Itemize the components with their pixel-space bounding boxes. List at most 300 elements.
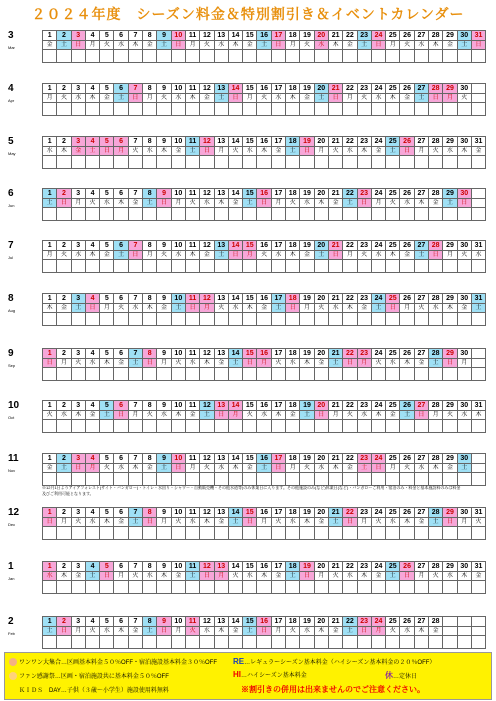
- day-number[interactable]: 5: [100, 508, 114, 518]
- day-number[interactable]: 23: [357, 84, 371, 94]
- day-number[interactable]: 29: [443, 454, 457, 464]
- day-number[interactable]: 11: [185, 349, 199, 359]
- day-number[interactable]: 12: [200, 617, 214, 627]
- day-number[interactable]: 18: [286, 294, 300, 304]
- day-number[interactable]: 7: [128, 401, 142, 411]
- day-number[interactable]: 24: [371, 31, 385, 41]
- day-number[interactable]: 5: [100, 31, 114, 41]
- day-number[interactable]: 16: [257, 294, 271, 304]
- day-number[interactable]: 3: [71, 508, 85, 518]
- day-number[interactable]: 26: [400, 454, 414, 464]
- day-number[interactable]: 10: [171, 189, 185, 199]
- day-number[interactable]: 19: [300, 137, 314, 147]
- day-number[interactable]: 30: [457, 562, 471, 572]
- day-number[interactable]: 10: [171, 617, 185, 627]
- day-number[interactable]: 7: [128, 508, 142, 518]
- day-number[interactable]: 16: [257, 508, 271, 518]
- day-number[interactable]: 6: [114, 617, 128, 627]
- day-number[interactable]: 20: [314, 294, 328, 304]
- day-number[interactable]: 26: [400, 137, 414, 147]
- day-number[interactable]: 23: [357, 189, 371, 199]
- day-number[interactable]: 14: [228, 508, 242, 518]
- day-number[interactable]: 27: [414, 294, 428, 304]
- day-number[interactable]: 18: [286, 617, 300, 627]
- day-number[interactable]: 4: [85, 84, 99, 94]
- day-number[interactable]: 23: [357, 562, 371, 572]
- day-number[interactable]: 28: [429, 294, 443, 304]
- day-number[interactable]: 6: [114, 84, 128, 94]
- day-number[interactable]: 3: [71, 84, 85, 94]
- day-number[interactable]: 27: [414, 241, 428, 251]
- day-number[interactable]: 2: [57, 617, 71, 627]
- day-number[interactable]: 12: [200, 562, 214, 572]
- day-number[interactable]: 20: [314, 562, 328, 572]
- day-number[interactable]: 17: [271, 562, 285, 572]
- day-number[interactable]: 26: [400, 401, 414, 411]
- day-number[interactable]: 15: [243, 241, 257, 251]
- day-number[interactable]: 30: [457, 31, 471, 41]
- day-number[interactable]: 6: [114, 294, 128, 304]
- day-number[interactable]: 2: [57, 294, 71, 304]
- day-number[interactable]: 26: [400, 31, 414, 41]
- day-number[interactable]: 14: [228, 617, 242, 627]
- day-number[interactable]: 13: [214, 508, 228, 518]
- day-number[interactable]: 15: [243, 401, 257, 411]
- day-number[interactable]: 9: [157, 508, 171, 518]
- day-number[interactable]: 17: [271, 294, 285, 304]
- day-number[interactable]: 22: [343, 349, 357, 359]
- day-number[interactable]: 9: [157, 137, 171, 147]
- day-number[interactable]: 8: [143, 84, 157, 94]
- day-number[interactable]: 13: [214, 84, 228, 94]
- day-number[interactable]: 5: [100, 294, 114, 304]
- day-number[interactable]: 5: [100, 137, 114, 147]
- day-number[interactable]: 20: [314, 31, 328, 41]
- day-number[interactable]: 4: [85, 508, 99, 518]
- day-number[interactable]: 23: [357, 349, 371, 359]
- day-number[interactable]: 15: [243, 508, 257, 518]
- day-number[interactable]: 7: [128, 454, 142, 464]
- day-number[interactable]: 18: [286, 137, 300, 147]
- day-number[interactable]: 12: [200, 454, 214, 464]
- day-number[interactable]: 28: [429, 84, 443, 94]
- day-number[interactable]: 25: [386, 349, 400, 359]
- day-number[interactable]: 27: [414, 349, 428, 359]
- day-number[interactable]: 26: [400, 241, 414, 251]
- day-number[interactable]: 22: [343, 562, 357, 572]
- day-number[interactable]: 11: [185, 401, 199, 411]
- day-number[interactable]: 14: [228, 401, 242, 411]
- day-number[interactable]: 25: [386, 617, 400, 627]
- day-number[interactable]: 18: [286, 241, 300, 251]
- day-number[interactable]: 9: [157, 189, 171, 199]
- day-number[interactable]: 14: [228, 454, 242, 464]
- day-number[interactable]: 21: [328, 562, 342, 572]
- day-number[interactable]: 14: [228, 84, 242, 94]
- day-number[interactable]: 29: [443, 294, 457, 304]
- day-number[interactable]: 16: [257, 617, 271, 627]
- day-number[interactable]: 21: [328, 401, 342, 411]
- day-number[interactable]: 10: [171, 84, 185, 94]
- day-number[interactable]: 1: [43, 401, 57, 411]
- day-number[interactable]: 21: [328, 508, 342, 518]
- day-number[interactable]: 21: [328, 241, 342, 251]
- day-number[interactable]: 9: [157, 454, 171, 464]
- day-number[interactable]: 30: [457, 401, 471, 411]
- day-number[interactable]: 3: [71, 562, 85, 572]
- day-number[interactable]: 20: [314, 508, 328, 518]
- day-number[interactable]: 9: [157, 349, 171, 359]
- day-number[interactable]: 18: [286, 84, 300, 94]
- day-number[interactable]: 7: [128, 562, 142, 572]
- day-number[interactable]: 26: [400, 508, 414, 518]
- day-number[interactable]: 21: [328, 294, 342, 304]
- day-number[interactable]: 3: [71, 189, 85, 199]
- day-number[interactable]: 2: [57, 508, 71, 518]
- day-number[interactable]: 14: [228, 241, 242, 251]
- day-number[interactable]: 22: [343, 31, 357, 41]
- day-number[interactable]: 15: [243, 349, 257, 359]
- day-number[interactable]: 17: [271, 508, 285, 518]
- day-number[interactable]: 16: [257, 454, 271, 464]
- day-number[interactable]: 26: [400, 617, 414, 627]
- day-number[interactable]: 10: [171, 294, 185, 304]
- day-number[interactable]: 1: [43, 189, 57, 199]
- day-number[interactable]: 26: [400, 562, 414, 572]
- day-number[interactable]: 25: [386, 241, 400, 251]
- day-number[interactable]: 12: [200, 241, 214, 251]
- day-number[interactable]: 29: [443, 562, 457, 572]
- day-number[interactable]: 20: [314, 401, 328, 411]
- day-number[interactable]: 23: [357, 137, 371, 147]
- day-number[interactable]: 1: [43, 349, 57, 359]
- day-number[interactable]: 10: [171, 241, 185, 251]
- day-number[interactable]: 4: [85, 137, 99, 147]
- day-number[interactable]: 13: [214, 349, 228, 359]
- day-number[interactable]: 15: [243, 454, 257, 464]
- day-number[interactable]: 19: [300, 401, 314, 411]
- day-number[interactable]: 8: [143, 349, 157, 359]
- day-number[interactable]: 24: [371, 241, 385, 251]
- day-number[interactable]: 31: [471, 401, 485, 411]
- day-number[interactable]: 29: [443, 31, 457, 41]
- day-number[interactable]: 21: [328, 454, 342, 464]
- day-number[interactable]: 25: [386, 294, 400, 304]
- day-number[interactable]: 13: [214, 562, 228, 572]
- day-number[interactable]: 23: [357, 401, 371, 411]
- day-number[interactable]: 7: [128, 137, 142, 147]
- day-number[interactable]: 27: [414, 189, 428, 199]
- day-number[interactable]: 10: [171, 562, 185, 572]
- day-number[interactable]: 23: [357, 454, 371, 464]
- day-number[interactable]: 15: [243, 189, 257, 199]
- day-number[interactable]: 1: [43, 617, 57, 627]
- day-number[interactable]: 22: [343, 294, 357, 304]
- day-number[interactable]: 15: [243, 31, 257, 41]
- day-number[interactable]: 27: [414, 562, 428, 572]
- day-number[interactable]: 25: [386, 508, 400, 518]
- day-number[interactable]: 30: [457, 294, 471, 304]
- day-number[interactable]: 29: [443, 84, 457, 94]
- day-number[interactable]: 14: [228, 137, 242, 147]
- day-number[interactable]: 25: [386, 401, 400, 411]
- day-number[interactable]: 22: [343, 189, 357, 199]
- day-number[interactable]: 30: [457, 137, 471, 147]
- day-number[interactable]: 18: [286, 508, 300, 518]
- day-number[interactable]: 27: [414, 401, 428, 411]
- day-number[interactable]: 19: [300, 508, 314, 518]
- day-number[interactable]: 5: [100, 617, 114, 627]
- day-number[interactable]: 14: [228, 189, 242, 199]
- day-number[interactable]: 12: [200, 84, 214, 94]
- day-number[interactable]: 18: [286, 401, 300, 411]
- day-number[interactable]: 24: [371, 562, 385, 572]
- day-number[interactable]: 24: [371, 454, 385, 464]
- day-number[interactable]: 4: [85, 349, 99, 359]
- day-number[interactable]: 8: [143, 562, 157, 572]
- day-number[interactable]: 27: [414, 137, 428, 147]
- day-number[interactable]: 1: [43, 137, 57, 147]
- day-number[interactable]: 21: [328, 349, 342, 359]
- day-number[interactable]: 10: [171, 401, 185, 411]
- day-number[interactable]: 2: [57, 189, 71, 199]
- day-number[interactable]: 13: [214, 241, 228, 251]
- day-number[interactable]: 23: [357, 617, 371, 627]
- day-number[interactable]: 17: [271, 84, 285, 94]
- day-number[interactable]: 21: [328, 189, 342, 199]
- day-number[interactable]: 24: [371, 294, 385, 304]
- day-number[interactable]: 5: [100, 349, 114, 359]
- day-number[interactable]: 2: [57, 401, 71, 411]
- day-number[interactable]: 28: [429, 508, 443, 518]
- day-number[interactable]: 6: [114, 189, 128, 199]
- day-number[interactable]: 19: [300, 189, 314, 199]
- day-number[interactable]: 4: [85, 241, 99, 251]
- day-number[interactable]: 10: [171, 137, 185, 147]
- day-number[interactable]: 8: [143, 617, 157, 627]
- day-number[interactable]: 1: [43, 508, 57, 518]
- day-number[interactable]: 13: [214, 294, 228, 304]
- day-number[interactable]: 9: [157, 401, 171, 411]
- day-number[interactable]: 3: [71, 137, 85, 147]
- day-number[interactable]: 30: [457, 189, 471, 199]
- day-number[interactable]: 25: [386, 562, 400, 572]
- day-number[interactable]: 10: [171, 349, 185, 359]
- day-number[interactable]: 11: [185, 189, 199, 199]
- day-number[interactable]: 28: [429, 137, 443, 147]
- day-number[interactable]: 17: [271, 401, 285, 411]
- day-number[interactable]: 17: [271, 137, 285, 147]
- day-number[interactable]: 6: [114, 31, 128, 41]
- day-number[interactable]: 24: [371, 401, 385, 411]
- day-number[interactable]: 29: [443, 349, 457, 359]
- day-number[interactable]: 9: [157, 294, 171, 304]
- day-number[interactable]: 7: [128, 294, 142, 304]
- day-number[interactable]: 7: [128, 617, 142, 627]
- day-number[interactable]: 13: [214, 189, 228, 199]
- day-number[interactable]: 11: [185, 137, 199, 147]
- day-number[interactable]: 20: [314, 454, 328, 464]
- day-number[interactable]: 3: [71, 349, 85, 359]
- day-number[interactable]: 19: [300, 454, 314, 464]
- day-number[interactable]: 1: [43, 294, 57, 304]
- day-number[interactable]: 11: [185, 617, 199, 627]
- day-number[interactable]: 28: [429, 617, 443, 627]
- day-number[interactable]: 1: [43, 84, 57, 94]
- day-number[interactable]: 30: [457, 241, 471, 251]
- day-number[interactable]: 25: [386, 189, 400, 199]
- day-number[interactable]: 1: [43, 31, 57, 41]
- day-number[interactable]: 9: [157, 31, 171, 41]
- day-number[interactable]: 23: [357, 31, 371, 41]
- day-number[interactable]: 31: [471, 137, 485, 147]
- day-number[interactable]: 12: [200, 189, 214, 199]
- day-number[interactable]: 24: [371, 189, 385, 199]
- day-number[interactable]: 11: [185, 31, 199, 41]
- day-number[interactable]: 22: [343, 401, 357, 411]
- day-number[interactable]: 6: [114, 562, 128, 572]
- day-number[interactable]: 14: [228, 31, 242, 41]
- day-number[interactable]: 30: [457, 454, 471, 464]
- day-number[interactable]: 25: [386, 454, 400, 464]
- day-number[interactable]: 9: [157, 562, 171, 572]
- day-number[interactable]: 12: [200, 349, 214, 359]
- day-number[interactable]: 28: [429, 189, 443, 199]
- day-number[interactable]: 7: [128, 349, 142, 359]
- day-number[interactable]: 24: [371, 617, 385, 627]
- day-number[interactable]: 24: [371, 137, 385, 147]
- day-number[interactable]: 16: [257, 401, 271, 411]
- day-number[interactable]: 7: [128, 31, 142, 41]
- day-number[interactable]: 30: [457, 508, 471, 518]
- day-number[interactable]: 16: [257, 189, 271, 199]
- day-number[interactable]: 8: [143, 137, 157, 147]
- day-number[interactable]: 3: [71, 241, 85, 251]
- day-number[interactable]: 26: [400, 294, 414, 304]
- day-number[interactable]: 25: [386, 84, 400, 94]
- day-number[interactable]: 12: [200, 508, 214, 518]
- day-number[interactable]: 23: [357, 508, 371, 518]
- day-number[interactable]: 4: [85, 617, 99, 627]
- day-number[interactable]: 20: [314, 137, 328, 147]
- day-number[interactable]: 26: [400, 189, 414, 199]
- day-number[interactable]: 22: [343, 508, 357, 518]
- day-number[interactable]: 7: [128, 189, 142, 199]
- day-number[interactable]: 4: [85, 562, 99, 572]
- day-number[interactable]: 7: [128, 84, 142, 94]
- day-number[interactable]: 17: [271, 454, 285, 464]
- day-number[interactable]: 4: [85, 454, 99, 464]
- day-number[interactable]: 26: [400, 84, 414, 94]
- day-number[interactable]: 10: [171, 508, 185, 518]
- day-number[interactable]: 25: [386, 31, 400, 41]
- day-number[interactable]: 29: [443, 137, 457, 147]
- day-number[interactable]: 2: [57, 137, 71, 147]
- day-number[interactable]: 22: [343, 84, 357, 94]
- day-number[interactable]: 19: [300, 241, 314, 251]
- day-number[interactable]: 2: [57, 241, 71, 251]
- day-number[interactable]: 5: [100, 454, 114, 464]
- day-number[interactable]: 19: [300, 617, 314, 627]
- day-number[interactable]: 11: [185, 454, 199, 464]
- day-number[interactable]: 22: [343, 617, 357, 627]
- day-number[interactable]: 15: [243, 562, 257, 572]
- day-number[interactable]: 1: [43, 562, 57, 572]
- day-number[interactable]: 15: [243, 84, 257, 94]
- day-number[interactable]: 24: [371, 508, 385, 518]
- day-number[interactable]: 30: [457, 84, 471, 94]
- day-number[interactable]: 2: [57, 454, 71, 464]
- day-number[interactable]: 5: [100, 189, 114, 199]
- day-number[interactable]: 8: [143, 189, 157, 199]
- day-number[interactable]: 27: [414, 31, 428, 41]
- day-number[interactable]: 6: [114, 349, 128, 359]
- day-number[interactable]: 18: [286, 454, 300, 464]
- day-number[interactable]: 17: [271, 189, 285, 199]
- day-number[interactable]: 16: [257, 562, 271, 572]
- day-number[interactable]: 19: [300, 562, 314, 572]
- day-number[interactable]: 2: [57, 349, 71, 359]
- day-number[interactable]: 10: [171, 454, 185, 464]
- day-number[interactable]: 28: [429, 562, 443, 572]
- day-number[interactable]: 21: [328, 137, 342, 147]
- day-number[interactable]: 8: [143, 31, 157, 41]
- day-number[interactable]: 12: [200, 401, 214, 411]
- day-number[interactable]: 3: [71, 294, 85, 304]
- day-number[interactable]: 6: [114, 454, 128, 464]
- day-number[interactable]: 16: [257, 137, 271, 147]
- day-number[interactable]: 21: [328, 84, 342, 94]
- day-number[interactable]: 16: [257, 349, 271, 359]
- day-number[interactable]: 28: [429, 349, 443, 359]
- day-number[interactable]: 20: [314, 189, 328, 199]
- day-number[interactable]: 31: [471, 31, 485, 41]
- day-number[interactable]: 4: [85, 31, 99, 41]
- day-number[interactable]: 11: [185, 562, 199, 572]
- day-number[interactable]: 17: [271, 617, 285, 627]
- day-number[interactable]: 8: [143, 508, 157, 518]
- day-number[interactable]: 23: [357, 241, 371, 251]
- day-number[interactable]: 22: [343, 137, 357, 147]
- day-number[interactable]: 31: [471, 562, 485, 572]
- day-number[interactable]: 8: [143, 294, 157, 304]
- day-number[interactable]: 6: [114, 508, 128, 518]
- day-number[interactable]: 29: [443, 401, 457, 411]
- day-number[interactable]: 13: [214, 454, 228, 464]
- day-number[interactable]: 16: [257, 31, 271, 41]
- day-number[interactable]: 31: [471, 294, 485, 304]
- day-number[interactable]: 11: [185, 84, 199, 94]
- day-number[interactable]: 27: [414, 617, 428, 627]
- day-number[interactable]: 24: [371, 349, 385, 359]
- day-number[interactable]: 5: [100, 562, 114, 572]
- day-number[interactable]: 6: [114, 401, 128, 411]
- day-number[interactable]: 15: [243, 137, 257, 147]
- day-number[interactable]: 3: [71, 617, 85, 627]
- day-number[interactable]: 8: [143, 241, 157, 251]
- day-number[interactable]: 17: [271, 241, 285, 251]
- day-number[interactable]: 5: [100, 84, 114, 94]
- day-number[interactable]: 20: [314, 349, 328, 359]
- day-number[interactable]: 22: [343, 241, 357, 251]
- day-number[interactable]: 8: [143, 401, 157, 411]
- day-number[interactable]: 4: [85, 401, 99, 411]
- day-number[interactable]: 10: [171, 31, 185, 41]
- day-number[interactable]: 7: [128, 241, 142, 251]
- day-number[interactable]: 2: [57, 84, 71, 94]
- day-number[interactable]: 4: [85, 294, 99, 304]
- day-number[interactable]: 31: [471, 508, 485, 518]
